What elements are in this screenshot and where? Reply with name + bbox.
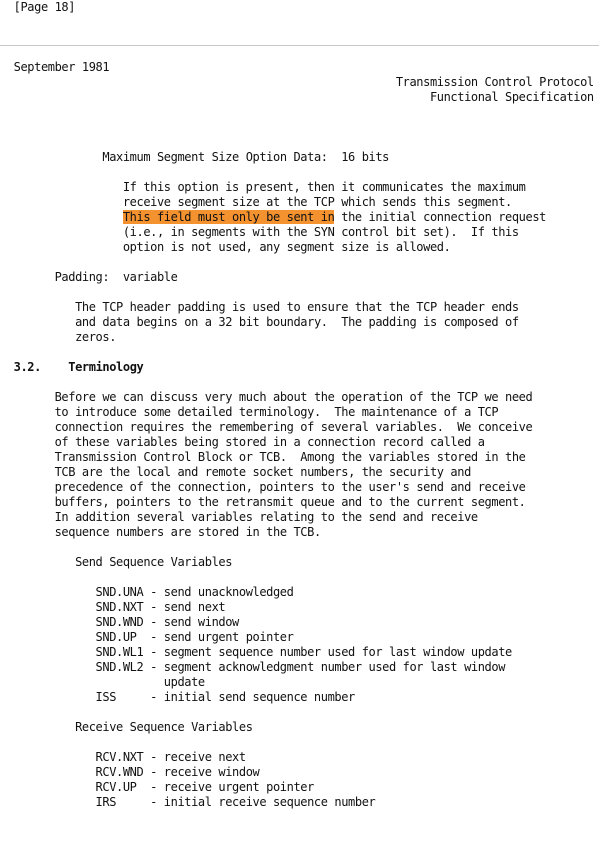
terminology-line: connection requires the remembering of several variables. We conceive (54, 420, 533, 434)
padding-line: zeros. (75, 330, 117, 344)
padding-line: The TCP header padding is used to ensure that the TCP header ends (75, 300, 519, 314)
recv-var-item: RCV.WND - receive window (95, 765, 260, 779)
terminology-line: Before we can discuss very much about the operation of the TCP we need (54, 390, 533, 404)
terminology-line: buffers, pointers to the retransmit queue and to the current segment. (54, 495, 526, 509)
mss-line: option is not used, any segment size is allowed. (122, 240, 451, 254)
send-var-item: SND.UP - send urgent pointer (95, 630, 294, 644)
header-doc-title: Transmission Control Protocol (395, 75, 594, 89)
page-number: [Page 18] (13, 0, 76, 14)
terminology-line: of these variables being stored in a connection record called a (54, 435, 485, 449)
send-var-item: ISS - initial send sequence number (95, 690, 355, 704)
send-var-item: SND.WL2 - segment acknowledgment number used for last window (95, 660, 506, 674)
recv-var-item: RCV.NXT - receive next (95, 750, 246, 764)
mss-line: (i.e., in segments with the SYN control bit set). If this (122, 225, 519, 239)
recv-var-item: IRS - initial receive sequence number (95, 795, 376, 809)
recv-var-item: RCV.UP - receive urgent pointer (95, 780, 314, 794)
mss-line: If this option is present, then it communicates the maximum (122, 180, 526, 194)
padding-line: and data begins on a 32 bit boundary. The padding is composed of (75, 315, 519, 329)
padding-heading: Padding: variable (54, 270, 178, 284)
header-doc-subtitle: Functional Specification (429, 90, 594, 104)
section-title: Terminology (68, 360, 144, 374)
send-var-item: update (95, 675, 205, 689)
terminology-line: Transmission Control Block or TCB. Among the variables stored in the (54, 450, 526, 464)
send-var-item: SND.NXT - send next (95, 600, 226, 614)
mss-line: receive segment size at the TCP which sends this segment. (122, 195, 512, 209)
header-date: September 1981 (13, 60, 110, 74)
text-highlight: This field must only be sent in (122, 210, 335, 224)
mss-heading: Maximum Segment Size Option Data: 16 bits (102, 150, 390, 164)
send-vars-heading: Send Sequence Variables (75, 555, 233, 569)
section-number: 3.2. (13, 360, 41, 374)
mss-line: the initial connection request (334, 210, 546, 224)
recv-vars-heading: Receive Sequence Variables (75, 720, 253, 734)
terminology-line: TCB are the local and remote socket numbers, the security and (54, 465, 471, 479)
terminology-line: precedence of the connection, pointers to the user's send and receive (54, 480, 526, 494)
send-var-item: SND.UNA - send unacknowledged (95, 585, 294, 599)
send-var-item: SND.WND - send window (95, 615, 239, 629)
terminology-line: In addition several variables relating to the send and receive (54, 510, 478, 524)
send-var-item: SND.WL1 - segment sequence number used for last window update (95, 645, 512, 659)
terminology-line: sequence numbers are stored in the TCB. (54, 525, 321, 539)
page-label (0, 0, 14, 14)
terminology-line: to introduce some detailed terminology. The maintenance of a TCP (54, 405, 499, 419)
